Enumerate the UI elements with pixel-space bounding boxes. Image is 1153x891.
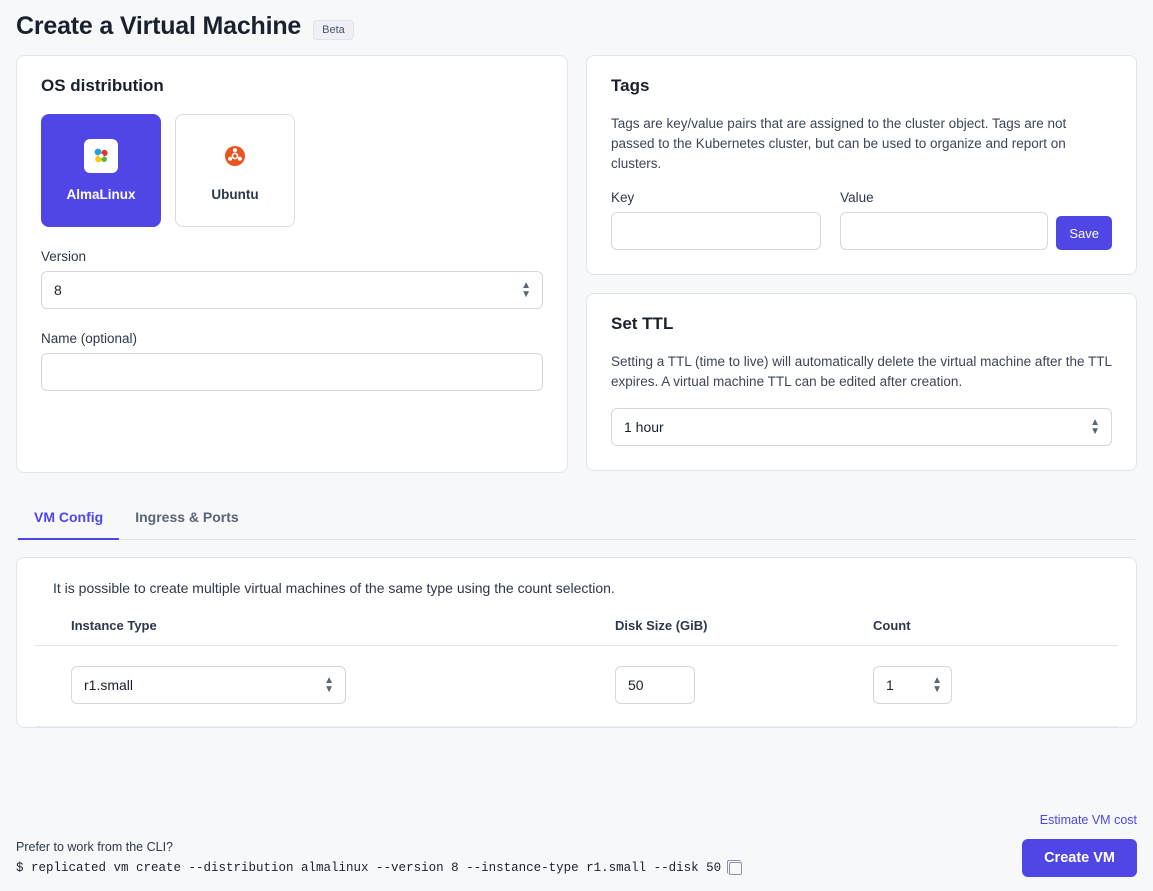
instance-type-select-wrap [71, 666, 346, 704]
cell-disk-size [615, 646, 873, 727]
os-tile-ubuntu[interactable] [175, 114, 295, 227]
os-tile-group [41, 114, 543, 227]
ubuntu-icon [218, 139, 252, 173]
disk-size-input[interactable] [615, 666, 695, 704]
os-tile-ubuntu-label: Ubuntu [211, 187, 259, 202]
tag-key-label: Key [611, 190, 635, 205]
copy-icon[interactable] [729, 862, 742, 875]
cli-label: Prefer to work from the CLI? [16, 840, 174, 854]
cell-instance-type [35, 646, 615, 727]
ttl-title: Set TTL [611, 314, 674, 333]
cli-command: $ replicated vm create --distribution almalinux --version 8 --instance-type r1.small --disk 50 [16, 861, 722, 875]
ttl-select-wrap [611, 408, 1112, 446]
save-tag-button[interactable]: Save [1056, 216, 1112, 250]
page-footer [16, 813, 1137, 877]
column-disk-size: Disk Size (GiB) [615, 618, 873, 646]
footer-actions [1022, 813, 1137, 877]
tab-vm-config[interactable]: VM Config [18, 495, 119, 540]
version-label: Version [41, 249, 87, 264]
tag-key-group [611, 190, 821, 250]
beta-badge: Beta [313, 20, 354, 40]
instance-type-select[interactable] [71, 666, 346, 704]
vm-config-card [16, 557, 1137, 728]
vm-config-table [35, 618, 1118, 727]
chevron-updown-icon: ▲ ▼ [1090, 417, 1100, 437]
table-row [35, 646, 1118, 727]
tag-key-input[interactable] [611, 212, 821, 250]
chevron-updown-icon: ▲ ▼ [324, 675, 334, 695]
estimate-vm-cost-link[interactable]: Estimate VM cost [1039, 813, 1137, 827]
os-tile-almalinux-label: AlmaLinux [66, 187, 136, 202]
version-select-wrap [41, 271, 543, 309]
vm-name-input[interactable] [41, 353, 543, 391]
ttl-select[interactable] [611, 408, 1112, 446]
cli-command-row [16, 861, 742, 875]
tags-description: Tags are key/value pairs that are assigned to the cluster object. Tags are not passed to the Kubernetes cluster, but can be used to organize and report on clusters. [611, 116, 1067, 171]
tags-form [611, 190, 1112, 250]
count-stepper[interactable] [873, 666, 952, 704]
os-distribution-card [16, 55, 568, 473]
page-header [16, 0, 1137, 55]
ttl-description: Setting a TTL (time to live) will automatically delete the virtual machine after the TTL expires. A virtual machine TTL can be edited after creation. [611, 354, 1112, 389]
almalinux-icon [84, 139, 118, 173]
column-instance-type: Instance Type [35, 618, 615, 646]
count-stepper-wrap [873, 666, 952, 704]
tag-value-input[interactable] [840, 212, 1048, 250]
config-tabs [16, 495, 1137, 540]
right-column [586, 55, 1137, 471]
page-title: Create a Virtual Machine [16, 12, 302, 40]
tab-ingress-ports[interactable]: Ingress & Ports [135, 509, 239, 525]
os-distribution-title: OS distribution [41, 76, 164, 95]
chevron-updown-icon: ▲ ▼ [521, 280, 531, 300]
ttl-card [586, 293, 1137, 471]
chevron-updown-icon[interactable]: ▲ ▼ [932, 675, 942, 695]
column-count: Count [873, 618, 1118, 646]
os-distribution-column [16, 55, 568, 473]
vm-config-note: It is possible to create multiple virtual machines of the same type using the count selection. [53, 580, 615, 596]
cell-count [873, 646, 1118, 727]
os-tile-almalinux[interactable] [41, 114, 161, 227]
vm-name-label: Name (optional) [41, 331, 138, 346]
table-header-row [35, 618, 1118, 646]
version-select[interactable] [41, 271, 543, 309]
tags-card [586, 55, 1137, 275]
tags-title: Tags [611, 76, 650, 95]
tag-value-group [840, 190, 1048, 250]
cli-block [16, 840, 742, 877]
top-section [16, 55, 1137, 473]
create-vm-button[interactable]: Create VM [1022, 839, 1137, 877]
tag-value-label: Value [840, 190, 874, 205]
